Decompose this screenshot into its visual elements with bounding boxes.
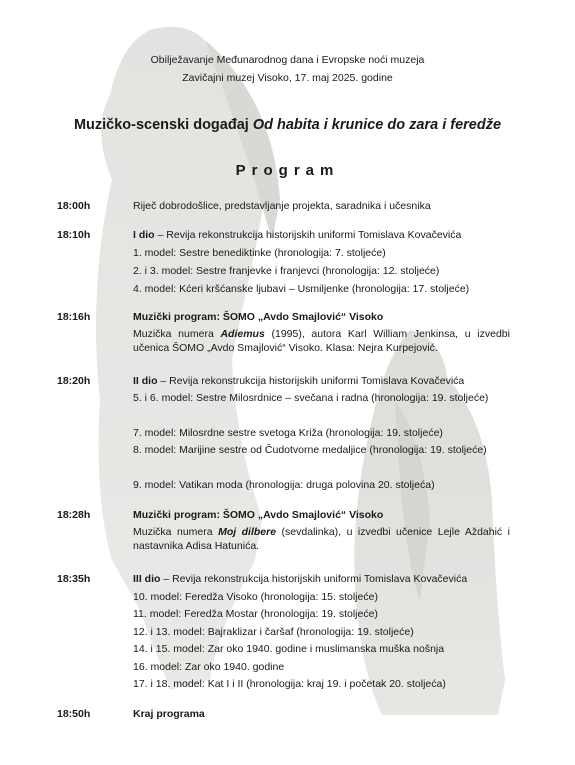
music-description: Muzička numera Moj dilbere (sevdalinka), u izvedbi učenice Lejle Aždahić i nastavnika Adisa Hatunića.	[133, 526, 510, 552]
time-slot: 18:50h	[57, 708, 91, 720]
music-heading-bold: Muzički program	[133, 311, 217, 323]
model-line: 1. model: Sestre benediktinke (hronologija: 7. stoljeće)	[133, 247, 386, 259]
model-line: 14. i 15. model: Zar oko 1940. godine i muslimanska muška nošnja	[133, 643, 445, 655]
model-line: 7. model: Milosrdne sestre svetoga Križa (hronologija: 19. stoljeće)	[133, 427, 443, 439]
event-occasion-line: Obilježavanje Međunarodnog dana i Evropske noći muzeja	[150, 54, 425, 66]
part-description: – Revija rekonstrukcija historijskih uniformi Tomislava Kovačevića	[160, 573, 468, 585]
model-line: 8. model: Marijine sestre od Čudotvorne medaljice (hronologija: 19. stoljeće)	[133, 444, 487, 456]
time-slot: 18:35h	[57, 573, 91, 585]
model-line: 9. model: Vatikan moda (hronologija: druga polovina 20. stoljeća)	[133, 479, 435, 491]
event-title-italic: Od habita i krunice do zara i feredže	[252, 117, 502, 133]
program-item-text: Riječ dobrodošlice, predstavljanje projekta, saradnika i učesnika	[133, 200, 431, 212]
model-line: 17. i 18. model: Kat I i II (hronologija: kraj 19. i početak 20. stoljeća)	[133, 678, 446, 690]
model-line: 5. i 6. model: Sestre Milosrdnice – svečana i radna (hronologija: 19. stoljeće)	[133, 392, 489, 404]
music-heading	[133, 508, 510, 522]
part-heading	[133, 374, 510, 388]
model-line: 4. model: Kćeri kršćanske ljubavi – Usmiljenke (hronologija: 17. stoljeće)	[133, 283, 470, 295]
part-label: I dio	[133, 229, 155, 241]
part-description: – Revija rekonstrukcija historijskih uniformi Tomislava Kovačevića	[157, 375, 465, 387]
part-heading	[133, 228, 510, 242]
song-title: Moj dilbere	[218, 526, 277, 538]
music-heading-bold: Muzički program	[133, 509, 217, 521]
model-line: 12. i 13. model: Bajraklizar i čaršaf (hronologija: 19. stoljeće)	[133, 626, 414, 638]
event-title	[0, 117, 575, 133]
model-line: 2. i 3. model: Sestre franjevke i franjevci (hronologija: 12. stoljeće)	[133, 265, 440, 277]
event-venue-date-line: Zavičajni muzej Visoko, 17. maj 2025. godine	[182, 72, 393, 84]
song-title: Adiemus	[220, 328, 265, 340]
program-end-text: Kraj programa	[133, 708, 205, 720]
music-heading-rest: : ŠOMO „Avdo Smajlović“ Visoko	[216, 311, 384, 323]
part-label: II dio	[133, 375, 158, 387]
part-label: III dio	[133, 573, 161, 585]
time-slot: 18:20h	[57, 375, 91, 387]
event-title-prefix: Muzičko-scenski događaj	[73, 117, 253, 133]
model-line: 10. model: Feredža Visoko (hronologija: 15. stoljeće)	[133, 591, 378, 603]
model-line: 16. model: Zar oko 1940. godine	[133, 661, 285, 673]
model-line: 11. model: Feredža Mostar (hronologija: 19. stoljeće)	[133, 608, 378, 620]
part-description: – Revija rekonstrukcija historijskih uniformi Tomislava Kovačevića	[154, 229, 462, 241]
time-slot: 18:28h	[57, 509, 91, 521]
music-heading	[133, 310, 510, 324]
music-description: Muzička numera Adiemus (1995), autora Karl William Jenkinsa, u izvedbi učenica ŠOMO „Avdo Smajlović“ Visoko. Klasa: Nejra Kurpejović.	[133, 328, 510, 354]
music-heading-rest: : ŠOMO „Avdo Smajlović“ Visoko	[216, 509, 384, 521]
part-heading	[133, 572, 510, 586]
time-slot: 18:16h	[57, 311, 91, 323]
program-heading: Program	[235, 162, 340, 179]
time-slot: 18:10h	[57, 229, 91, 241]
time-slot: 18:00h	[57, 200, 91, 212]
